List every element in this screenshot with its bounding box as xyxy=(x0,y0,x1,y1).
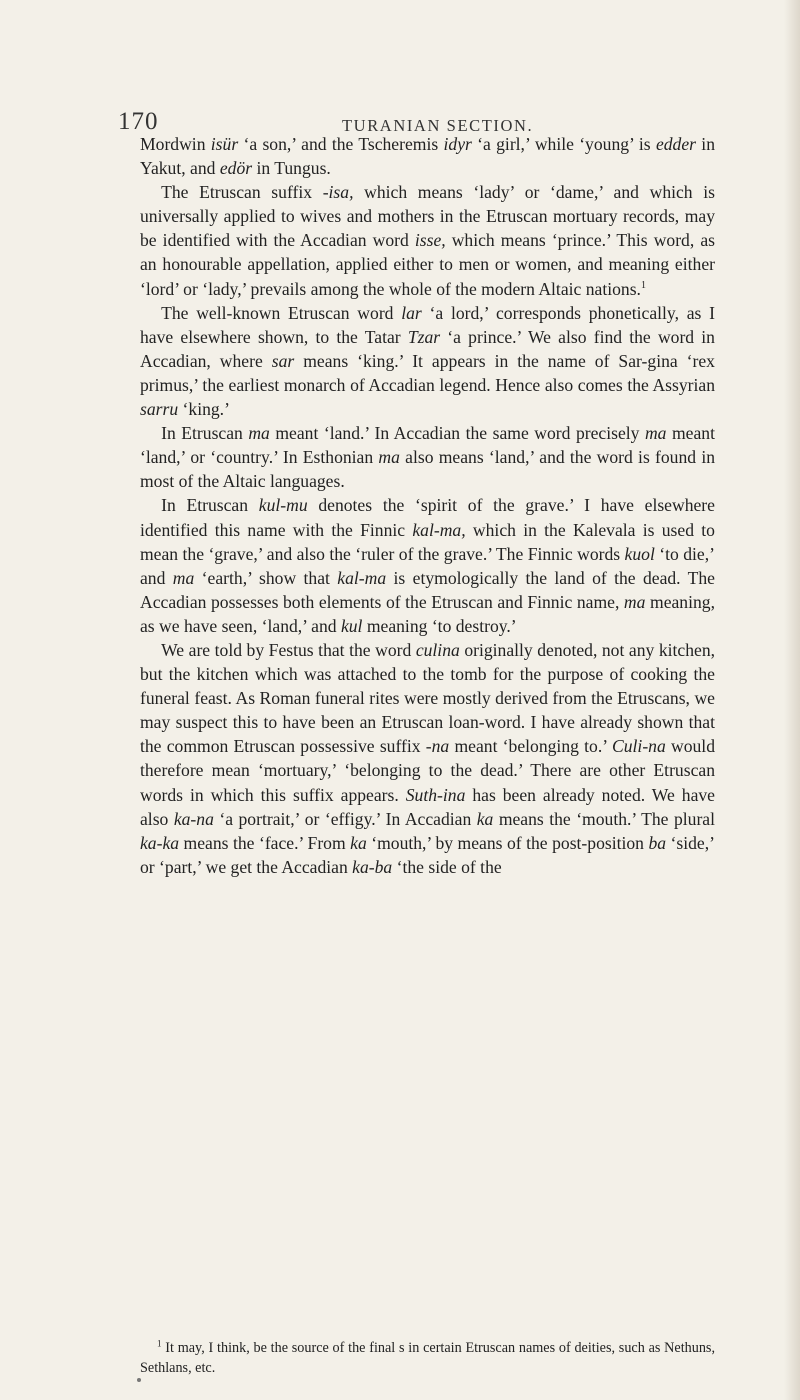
paragraph xyxy=(140,301,715,421)
footnote-text: It may, I think, be the source of the final s in certain Etruscan names of deities, such as Nethuns, Sethlans, etc. xyxy=(140,1340,715,1376)
footnote-marker: 1 xyxy=(157,1338,162,1349)
text-run: which in the Kalevala is used to mean the ‘grave,’ and also the ‘ruler of the grave.’ The Finnic words xyxy=(140,519,715,564)
text-run: meant ‘land.’ In Accadian the same word precisely xyxy=(269,423,645,444)
italic-term: -isa, xyxy=(322,182,354,203)
text-run: means ‘king.’ It appears in the name of Sar-gina ‘rex primus,’ the earliest monarch of Accadian legend. Hence also comes the Assyrian xyxy=(140,350,715,395)
text-run: We are told by Festus that the word xyxy=(161,639,416,660)
italic-term: ma xyxy=(172,567,195,588)
text-run: in Yakut, and xyxy=(140,134,715,179)
text-run: ‘a prince.’ We also find the word in Accadian, where xyxy=(140,326,715,371)
italic-term: ba xyxy=(648,832,667,853)
text-run: originally denoted, not any kitchen, but the kitchen which was attached to the tomb for the purpose of cooking the funeral feast. As Roman funeral rites were mostly derived from the Etruscans, we may suspect this to have been an Etruscan loan-word. I have already shown that the common Etruscan possessive suffix xyxy=(140,639,716,757)
page-number: 170 xyxy=(118,108,159,135)
paragraph xyxy=(140,493,715,638)
italic-term: kal-ma, xyxy=(412,519,466,540)
text-run: denotes the ‘spirit of the grave.’ I have elsewhere identified this name with the Finnic xyxy=(140,495,715,540)
text-run: ‘to die,’ and xyxy=(140,543,715,588)
text-run: also means ‘land,’ and the word is found in most of the Altaic languages. xyxy=(140,447,716,492)
text-run: The Etruscan suffix xyxy=(161,182,323,203)
italic-term: culina xyxy=(415,639,460,660)
text-run: ‘earth,’ show that xyxy=(194,567,338,588)
italic-term: Culi-na xyxy=(612,736,666,757)
text-run: ‘mouth,’ by means of the post-position xyxy=(366,832,649,853)
text-run: In Etruscan xyxy=(161,423,249,444)
text-run: ‘a girl,’ while ‘young’ is xyxy=(471,134,656,154)
text-run: meant ‘belonging to.’ xyxy=(449,736,613,757)
italic-term: -na xyxy=(425,736,450,757)
text-run: ‘a portrait,’ or ‘effigy.’ In Accadian xyxy=(213,808,477,829)
italic-term: sarru xyxy=(140,399,179,420)
italic-term: isse, xyxy=(414,230,446,251)
text-run: ‘the side of the xyxy=(392,856,502,877)
text-run: means the ‘mouth.’ The plural xyxy=(493,808,715,829)
italic-term: ma xyxy=(623,591,646,612)
text-run: meaning ‘to destroy.’ xyxy=(362,615,517,636)
italic-term: kuol xyxy=(624,543,655,564)
italic-term: ka xyxy=(350,832,367,853)
italic-term: kul xyxy=(340,615,363,636)
text-run: would therefore mean ‘mortuary,’ ‘belonging to the dead.’ There are other Etruscan words in which this suffix appears. xyxy=(140,736,715,805)
text-run: has been already noted. We have also xyxy=(140,784,715,829)
italic-term: ka xyxy=(476,808,494,829)
footnote xyxy=(140,1338,715,1378)
italic-term: Suth-ina xyxy=(405,784,466,805)
text-run: means the ‘face.’ From xyxy=(179,832,351,853)
italic-term: edör xyxy=(219,158,253,179)
text-run: is etymologically the land of the dead. The Accadian possesses both elements of the Etruscan and Finnic name, xyxy=(140,567,715,612)
text-run: ‘king.’ xyxy=(178,399,230,420)
italic-term: sar xyxy=(271,350,295,371)
text-run: which means ‘lady’ or ‘dame,’ and which is universally applied to wives and mothers in the Etruscan mortuary records, may be identified with the Accadian word xyxy=(140,182,715,251)
text-run: In Etruscan xyxy=(161,495,259,516)
text-run: meant ‘land,’ or ‘country.’ In Esthonian xyxy=(140,423,715,468)
running-head: TURANIAN SECTION. xyxy=(342,116,534,135)
paragraph xyxy=(140,180,715,300)
italic-term: idyr xyxy=(443,134,472,154)
text-run: meaning, as we have seen, ‘land,’ and xyxy=(140,591,715,636)
paragraph xyxy=(140,638,715,879)
text-run: Mordwin xyxy=(140,134,211,154)
text-run: which means ‘prince.’ This word, as an honourable appellation, applied either to men or women, and meaning either ‘lord’ or ‘lady,’ prevails among the whole of the modern Altaic nations. xyxy=(140,230,715,299)
italic-term: isür xyxy=(210,134,239,154)
italic-term: ka-na xyxy=(173,808,214,829)
paragraph xyxy=(140,132,715,180)
paragraph xyxy=(140,421,715,493)
italic-term: kul-mu xyxy=(258,495,308,516)
text-run: ‘a lord,’ corresponds phonetically, as I have elsewhere shown, to the Tatar xyxy=(140,302,715,347)
italic-term: lar xyxy=(401,302,422,323)
italic-term: ka-ka xyxy=(140,832,180,853)
body-text xyxy=(140,132,715,879)
page-header xyxy=(0,72,800,135)
italic-term: ma xyxy=(378,447,400,468)
ink-speck xyxy=(137,1378,141,1382)
italic-term: Tzar xyxy=(407,326,441,347)
italic-term: kal-ma xyxy=(337,567,387,588)
italic-term: ma xyxy=(644,423,667,444)
text-run: in Tungus. xyxy=(252,158,331,179)
italic-term: ka-ba xyxy=(352,856,393,877)
text-run: The well-known Etruscan word xyxy=(161,302,402,323)
page-edge-shadow xyxy=(784,0,800,1400)
text-run: ‘a son,’ and the Tscheremis xyxy=(238,134,444,154)
text-run: ‘side,’ or ‘part,’ we get the Accadian xyxy=(140,832,715,877)
italic-term: edder xyxy=(655,134,696,154)
footnote-reference: 1 xyxy=(640,279,646,291)
italic-term: ma xyxy=(248,423,270,444)
